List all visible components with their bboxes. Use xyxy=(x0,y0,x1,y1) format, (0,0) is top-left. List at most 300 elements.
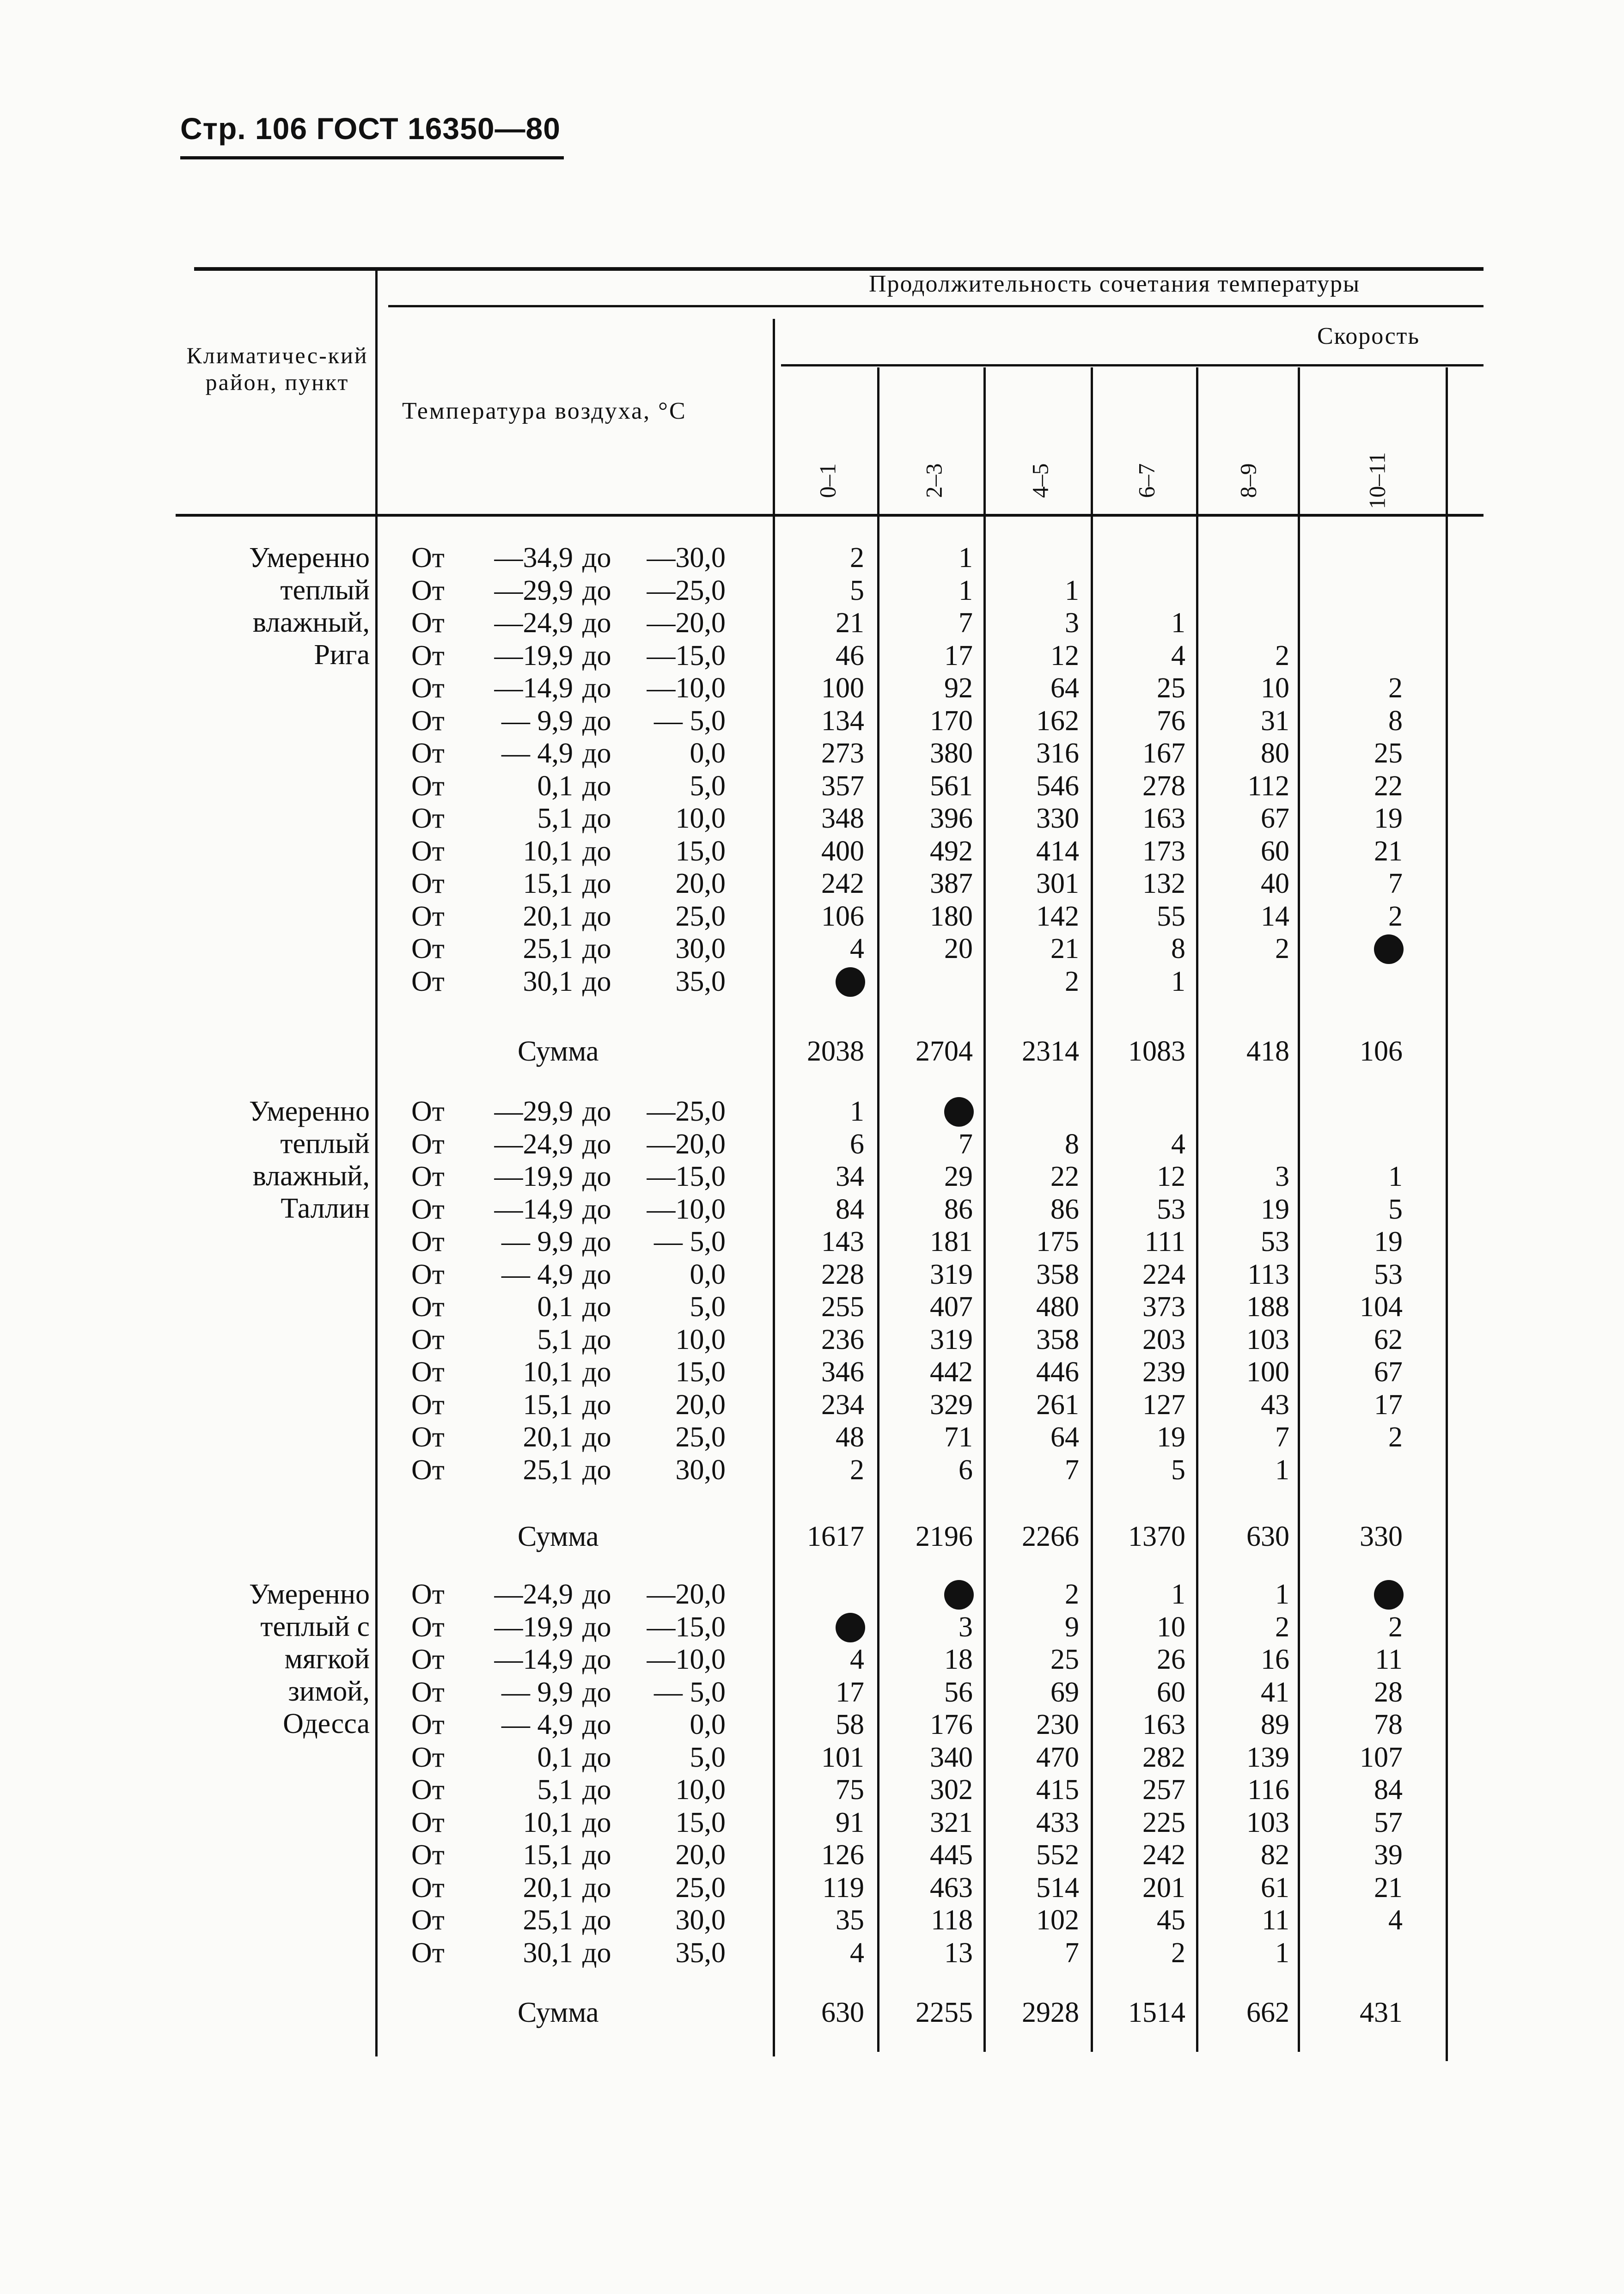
range-connector: до xyxy=(582,965,611,997)
range-prefix: От xyxy=(411,868,445,899)
table-row xyxy=(411,672,726,704)
range-prefix: От xyxy=(411,1258,445,1290)
sum-cell: 630 xyxy=(821,1997,864,2028)
range-prefix: От xyxy=(411,1096,445,1127)
range-from: 15,1 xyxy=(523,1389,573,1421)
range-connector: до xyxy=(582,1741,611,1773)
range-prefix: От xyxy=(411,1937,445,1969)
table-cell: 1 xyxy=(1275,1579,1289,1610)
page-header xyxy=(180,111,561,146)
sum-label: Сумма xyxy=(518,1521,599,1552)
table-cell: 53 xyxy=(1374,1258,1403,1290)
table-cell: 57 xyxy=(1374,1806,1403,1838)
range-to: 20,0 xyxy=(675,1839,726,1871)
range-prefix: От xyxy=(411,1839,445,1871)
table-cell: 113 xyxy=(1247,1258,1289,1290)
table-row xyxy=(411,1160,726,1193)
table-cell: 234 xyxy=(821,1389,864,1421)
table-cell: 2 xyxy=(1388,1422,1403,1453)
range-prefix: От xyxy=(411,1579,445,1610)
table-cell: 329 xyxy=(930,1389,973,1421)
range-prefix: От xyxy=(411,1611,445,1643)
table-cell: 43 xyxy=(1261,1389,1289,1421)
table-cell: 31 xyxy=(1261,705,1289,737)
table-cell: 1 xyxy=(1171,1579,1185,1610)
range-to: 5,0 xyxy=(690,1741,726,1773)
table-cell: 433 xyxy=(1036,1806,1079,1838)
table-cell: 39 xyxy=(1374,1839,1403,1871)
table-row xyxy=(411,1872,726,1904)
table-cell: 7 xyxy=(959,1128,973,1160)
region-name-line: зимой, xyxy=(288,1676,370,1707)
table-cell: 139 xyxy=(1246,1741,1289,1773)
table-cell: 25 xyxy=(1050,1644,1079,1675)
sum-cell: 1514 xyxy=(1128,1997,1185,2028)
range-from: 20,1 xyxy=(523,900,573,932)
table-cell: 175 xyxy=(1036,1226,1079,1257)
range-from: —19,9 xyxy=(494,640,573,671)
range-prefix: От xyxy=(411,640,445,671)
table-cell: 301 xyxy=(1036,868,1079,899)
table-row xyxy=(411,1291,726,1323)
table-cell: 340 xyxy=(930,1741,973,1773)
range-connector: до xyxy=(582,900,611,932)
table-cell: 470 xyxy=(1036,1741,1079,1773)
header-bottom-rule xyxy=(176,514,1484,517)
range-to: —15,0 xyxy=(647,1161,726,1192)
table-cell: 225 xyxy=(1142,1806,1185,1838)
table-cell: 163 xyxy=(1142,803,1185,834)
table-cell: 106 xyxy=(821,900,864,932)
range-from: 10,1 xyxy=(523,835,573,867)
table-cell: 104 xyxy=(1360,1291,1403,1323)
table-cell: 78 xyxy=(1374,1709,1403,1740)
table-cell: 358 xyxy=(1036,1324,1079,1355)
table-cell: 3 xyxy=(1065,607,1079,639)
table-vrule-region xyxy=(375,268,378,2056)
speed-col-header: 6–7 xyxy=(1133,463,1159,498)
sum-label: Сумма xyxy=(518,1036,599,1067)
table-cell: 278 xyxy=(1142,770,1185,802)
speed-col-header: 8–9 xyxy=(1235,463,1261,498)
table-row xyxy=(411,867,726,900)
range-prefix: От xyxy=(411,1193,445,1225)
range-from: 5,1 xyxy=(537,803,573,834)
range-connector: до xyxy=(582,1422,611,1453)
range-to: 15,0 xyxy=(675,835,726,867)
region-name-line: Таллин xyxy=(281,1193,370,1224)
table-row xyxy=(411,574,726,607)
table-vrule-c5 xyxy=(1298,367,1300,2052)
table-row xyxy=(411,1389,726,1421)
table-cell: 107 xyxy=(1360,1741,1403,1773)
table-cell: 1 xyxy=(1275,1937,1289,1969)
table-cell: 91 xyxy=(836,1806,864,1838)
region-name-line: мягкой xyxy=(284,1643,370,1675)
table-cell: 302 xyxy=(930,1774,973,1806)
table-cell: 7 xyxy=(1275,1422,1289,1453)
range-connector: до xyxy=(582,1193,611,1225)
range-connector: до xyxy=(582,803,611,834)
table-cell: 64 xyxy=(1050,672,1079,704)
range-from: 20,1 xyxy=(523,1872,573,1904)
table-cell: 17 xyxy=(944,640,973,671)
table-cell: 163 xyxy=(1142,1709,1185,1740)
table-cell: 387 xyxy=(930,868,973,899)
table-cell: 84 xyxy=(836,1193,864,1225)
range-prefix: От xyxy=(411,933,445,964)
range-to: 30,0 xyxy=(675,933,726,964)
region-name xyxy=(176,1095,370,1225)
range-to: 10,0 xyxy=(675,803,726,834)
table-cell: 273 xyxy=(821,738,864,769)
table-cell: 239 xyxy=(1142,1356,1185,1388)
table-row xyxy=(411,1904,726,1936)
range-from: —29,9 xyxy=(494,574,573,606)
table-cell: 1 xyxy=(959,542,973,574)
table-row xyxy=(411,770,726,802)
table-cell: 11 xyxy=(1375,1644,1403,1675)
table-cell: 71 xyxy=(944,1422,973,1453)
table-cell: 92 xyxy=(944,672,973,704)
range-to: 0,0 xyxy=(690,1709,726,1740)
table-cell: 11 xyxy=(1262,1904,1289,1936)
range-to: 5,0 xyxy=(690,1291,726,1323)
table-cell: 20 xyxy=(944,933,973,964)
range-prefix: От xyxy=(411,738,445,769)
table-cell: 12 xyxy=(1050,640,1079,671)
table-row xyxy=(411,607,726,639)
table-cell: 9 xyxy=(1065,1611,1079,1643)
table-cell: 4 xyxy=(850,1937,864,1969)
range-connector: до xyxy=(582,1937,611,1969)
range-connector: до xyxy=(582,933,611,964)
table-cell: 2 xyxy=(1388,672,1403,704)
range-prefix: От xyxy=(411,1774,445,1806)
speed-col-header: 4–5 xyxy=(1027,463,1053,498)
range-from: 15,1 xyxy=(523,1839,573,1871)
table-cell: 4 xyxy=(1171,640,1185,671)
range-connector: до xyxy=(582,1226,611,1257)
range-to: 25,0 xyxy=(675,1872,726,1904)
table-cell: 64 xyxy=(1050,1422,1079,1453)
table-cell: 4 xyxy=(850,1644,864,1675)
table-cell: 28 xyxy=(1374,1676,1403,1708)
table-cell: 126 xyxy=(821,1839,864,1871)
table-cell: 2 xyxy=(1065,965,1079,997)
table-cell: 3 xyxy=(1275,1161,1289,1192)
range-connector: до xyxy=(582,607,611,639)
speed-col-header: 10–11 xyxy=(1364,452,1390,509)
range-prefix: От xyxy=(411,705,445,737)
range-connector: до xyxy=(582,868,611,899)
range-from: 20,1 xyxy=(523,1422,573,1453)
sum-cell: 330 xyxy=(1360,1521,1403,1552)
speed-rule xyxy=(781,364,1484,366)
table-cell: 415 xyxy=(1036,1774,1079,1806)
table-cell: 75 xyxy=(836,1774,864,1806)
table-cell: 561 xyxy=(930,770,973,802)
range-prefix: От xyxy=(411,900,445,932)
range-from: 30,1 xyxy=(523,1937,573,1969)
table-cell: 7 xyxy=(1388,868,1403,899)
sum-cell: 2314 xyxy=(1022,1036,1079,1067)
region-name-line: Рига xyxy=(314,639,370,671)
table-cell: 514 xyxy=(1036,1872,1079,1904)
page-number: Стр. 106 xyxy=(180,111,308,146)
table-cell: 1 xyxy=(1171,607,1185,639)
table-cell: 319 xyxy=(930,1324,973,1355)
table-cell: 100 xyxy=(1246,1356,1289,1388)
table-row xyxy=(411,933,726,965)
table-cell: 100 xyxy=(821,672,864,704)
table-cell: 316 xyxy=(1036,738,1079,769)
range-to: 20,0 xyxy=(675,1389,726,1421)
no-data-dot-icon xyxy=(944,1580,974,1610)
range-to: 0,0 xyxy=(690,738,726,769)
range-prefix: От xyxy=(411,1676,445,1708)
table-cell: 102 xyxy=(1036,1904,1079,1936)
range-to: 30,0 xyxy=(675,1904,726,1936)
table-cell: 2 xyxy=(1388,1611,1403,1643)
range-prefix: От xyxy=(411,1226,445,1257)
range-connector: до xyxy=(582,770,611,802)
range-to: —15,0 xyxy=(647,1611,726,1643)
table-vrule-c1 xyxy=(877,367,879,2052)
table-cell: 230 xyxy=(1036,1709,1079,1740)
range-connector: до xyxy=(582,1128,611,1160)
sum-cell: 2255 xyxy=(916,1997,973,2028)
table-cell: 2 xyxy=(1388,900,1403,932)
range-prefix: От xyxy=(411,1872,445,1904)
table-cell: 546 xyxy=(1036,770,1079,802)
region-name xyxy=(176,1578,370,1740)
region-column-header: Климатичес-кий район, пункт xyxy=(186,342,368,395)
range-to: —10,0 xyxy=(647,672,726,704)
range-connector: до xyxy=(582,640,611,671)
table-cell: 19 xyxy=(1374,803,1403,834)
table-cell: 67 xyxy=(1374,1356,1403,1388)
table-cell: 25 xyxy=(1157,672,1185,704)
table-cell: 21 xyxy=(836,607,864,639)
table-cell: 82 xyxy=(1261,1839,1289,1871)
table-row xyxy=(411,1676,726,1708)
duration-rule xyxy=(388,305,1484,307)
table-row xyxy=(411,835,726,867)
table-cell: 236 xyxy=(821,1324,864,1355)
table-cell: 400 xyxy=(821,835,864,867)
range-connector: до xyxy=(582,1356,611,1388)
table-cell: 89 xyxy=(1261,1709,1289,1740)
range-prefix: От xyxy=(411,1644,445,1675)
table-cell: 2 xyxy=(850,542,864,574)
no-data-dot-icon xyxy=(836,967,865,997)
table-cell: 67 xyxy=(1261,803,1289,834)
table-cell: 116 xyxy=(1247,1774,1289,1806)
table-row xyxy=(411,1258,726,1291)
table-cell: 13 xyxy=(944,1937,973,1969)
region-name-line: теплый xyxy=(280,574,370,606)
range-to: —20,0 xyxy=(647,1128,726,1160)
range-from: —24,9 xyxy=(494,607,573,639)
no-data-dot-icon xyxy=(836,1613,865,1642)
table-row xyxy=(411,542,726,574)
table-row xyxy=(411,1741,726,1774)
table-row xyxy=(411,1708,726,1741)
range-prefix: От xyxy=(411,1291,445,1323)
table-cell: 16 xyxy=(1261,1644,1289,1675)
range-prefix: От xyxy=(411,542,445,574)
range-prefix: От xyxy=(411,1161,445,1192)
table-vrule-c6 xyxy=(1446,367,1448,2061)
range-to: 15,0 xyxy=(675,1356,726,1388)
table-cell: 330 xyxy=(1036,803,1079,834)
table-cell: 55 xyxy=(1157,900,1185,932)
table-cell: 17 xyxy=(1374,1389,1403,1421)
range-to: — 5,0 xyxy=(654,705,726,737)
range-from: 10,1 xyxy=(523,1806,573,1838)
table-cell: 552 xyxy=(1036,1839,1079,1871)
range-to: —30,0 xyxy=(647,542,726,574)
range-from: 5,1 xyxy=(537,1774,573,1806)
table-cell: 8 xyxy=(1065,1128,1079,1160)
region-name xyxy=(176,542,370,671)
range-connector: до xyxy=(582,574,611,606)
range-connector: до xyxy=(582,1872,611,1904)
table-cell: 112 xyxy=(1247,770,1289,802)
range-from: —14,9 xyxy=(494,672,573,704)
range-prefix: От xyxy=(411,672,445,704)
table-cell: 19 xyxy=(1374,1226,1403,1257)
range-connector: до xyxy=(582,1291,611,1323)
range-connector: до xyxy=(582,542,611,574)
table-cell: 76 xyxy=(1157,705,1185,737)
range-from: —29,9 xyxy=(494,1096,573,1127)
table-cell: 4 xyxy=(1388,1904,1403,1936)
table-cell: 480 xyxy=(1036,1291,1079,1323)
sum-cell: 418 xyxy=(1246,1036,1289,1067)
table-row xyxy=(411,1774,726,1806)
header-rule xyxy=(180,156,564,159)
table-row xyxy=(411,1421,726,1453)
table-cell: 118 xyxy=(931,1904,973,1936)
table-row xyxy=(411,1128,726,1160)
table-cell: 103 xyxy=(1246,1806,1289,1838)
range-to: 10,0 xyxy=(675,1324,726,1355)
table-row xyxy=(411,1578,726,1611)
table-cell: 282 xyxy=(1142,1741,1185,1773)
temperature-column-header: Температура воздуха, °С xyxy=(402,398,687,424)
table-row xyxy=(411,1226,726,1258)
speed-col-header: 0–1 xyxy=(814,463,840,498)
table-cell: 10 xyxy=(1157,1611,1185,1643)
table-row xyxy=(411,965,726,998)
range-to: —20,0 xyxy=(647,1579,726,1610)
range-to: 30,0 xyxy=(675,1454,726,1486)
range-prefix: От xyxy=(411,1356,445,1388)
range-from: — 9,9 xyxy=(501,705,573,737)
table-cell: 46 xyxy=(836,640,864,671)
table-cell: 60 xyxy=(1157,1676,1185,1708)
table-cell: 181 xyxy=(930,1226,973,1257)
region-name-line: Умеренно xyxy=(249,1579,370,1610)
table-cell: 201 xyxy=(1142,1872,1185,1904)
range-prefix: От xyxy=(411,1128,445,1160)
range-connector: до xyxy=(582,1839,611,1871)
range-to: —25,0 xyxy=(647,1096,726,1127)
table-cell: 21 xyxy=(1374,835,1403,867)
range-to: —10,0 xyxy=(647,1193,726,1225)
speed-header: Скорость xyxy=(1317,323,1420,349)
sum-cell: 2266 xyxy=(1022,1521,1079,1552)
table-cell: 319 xyxy=(930,1258,973,1290)
sum-cell: 2196 xyxy=(916,1521,973,1552)
region-name-line: влажный, xyxy=(252,1160,370,1192)
range-from: —24,9 xyxy=(494,1128,573,1160)
table-cell: 8 xyxy=(1388,705,1403,737)
table-cell: 242 xyxy=(1142,1839,1185,1871)
range-connector: до xyxy=(582,1389,611,1421)
table-cell: 228 xyxy=(821,1258,864,1290)
table-row xyxy=(411,737,726,769)
table-cell: 170 xyxy=(930,705,973,737)
range-connector: до xyxy=(582,1454,611,1486)
range-connector: до xyxy=(582,672,611,704)
range-connector: до xyxy=(582,1774,611,1806)
speed-col-header: 2–3 xyxy=(921,463,946,498)
table-cell: 380 xyxy=(930,738,973,769)
table-cell: 261 xyxy=(1036,1389,1079,1421)
table-cell: 19 xyxy=(1157,1422,1185,1453)
table-cell: 14 xyxy=(1261,900,1289,932)
table-cell: 45 xyxy=(1157,1904,1185,1936)
table-cell: 6 xyxy=(959,1454,973,1486)
table-vrule-c2 xyxy=(983,367,986,2052)
no-data-dot-icon xyxy=(944,1097,974,1127)
table-cell: 1 xyxy=(1065,574,1079,606)
table-cell: 86 xyxy=(1050,1193,1079,1225)
range-from: — 4,9 xyxy=(501,1709,573,1740)
table-cell: 7 xyxy=(959,607,973,639)
table-cell: 56 xyxy=(944,1676,973,1708)
table-cell: 492 xyxy=(930,835,973,867)
range-prefix: От xyxy=(411,1454,445,1486)
table-row xyxy=(411,1356,726,1388)
table-cell: 348 xyxy=(821,803,864,834)
table-cell: 25 xyxy=(1374,738,1403,769)
sum-cell: 1617 xyxy=(807,1521,864,1552)
range-connector: до xyxy=(582,738,611,769)
table-cell: 242 xyxy=(821,868,864,899)
range-prefix: От xyxy=(411,1741,445,1773)
table-row xyxy=(411,1839,726,1871)
range-to: 20,0 xyxy=(675,868,726,899)
table-cell: 143 xyxy=(821,1226,864,1257)
range-from: 25,1 xyxy=(523,933,573,964)
range-connector: до xyxy=(582,835,611,867)
table-cell: 58 xyxy=(836,1709,864,1740)
table-cell: 188 xyxy=(1246,1291,1289,1323)
table-cell: 4 xyxy=(850,933,864,964)
table-cell: 142 xyxy=(1036,900,1079,932)
table-cell: 358 xyxy=(1036,1258,1079,1290)
table-cell: 257 xyxy=(1142,1774,1185,1806)
range-from: — 4,9 xyxy=(501,738,573,769)
range-to: 25,0 xyxy=(675,900,726,932)
table-cell: 180 xyxy=(930,900,973,932)
table-cell: 463 xyxy=(930,1872,973,1904)
sum-cell: 662 xyxy=(1246,1997,1289,2028)
